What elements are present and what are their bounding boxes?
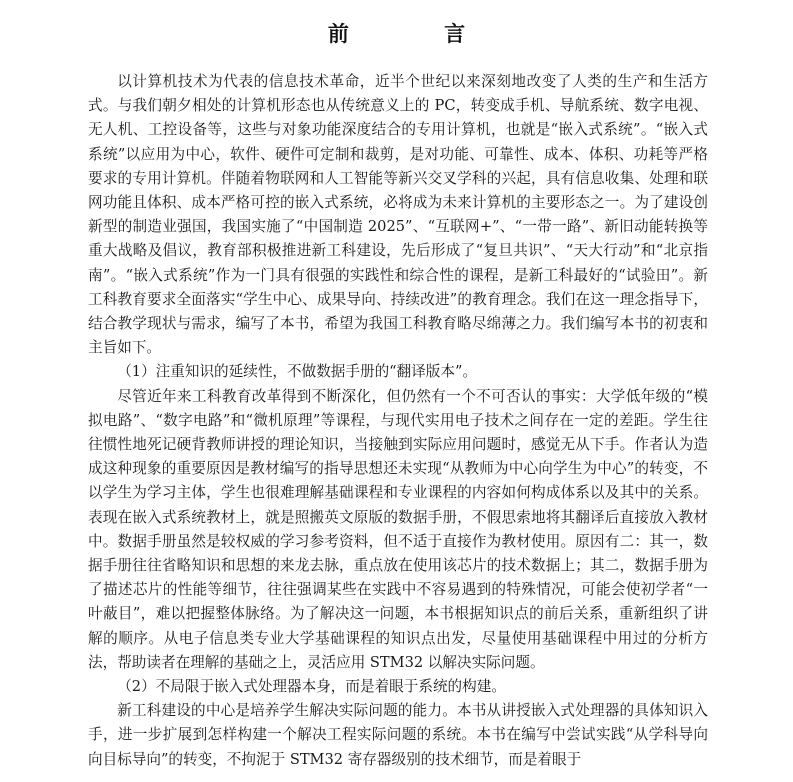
paragraph-intro: 以计算机技术为代表的信息技术革命，近半个世纪以来深刻地改变了人类的生产和生活方式。与我们朝夕相处的计算机形态也从传统意义上的 PC，转变成手机、导航系统、数字电视、无人机、工控设备等，这些与对象功能深度结合的专用计算机，也就是“嵌入式系统”。“嵌入式系统”以应用为中心，软件、硬件可定制和裁剪，是对功能、可靠性、成本、体积、功耗等严格要求的专用计算机。伴随着物联网和人工智能等新兴交叉学科的兴起，具有信息收集、处理和联网功能且体积、成本严格可控的嵌入式系统，必将成为未来计算机的主要形态之一。为了建设创新型的制造业强国，我国实施了“中国制造 2025”、“互联网+”、“一带一路”、新旧动能转换等重大战略及倡议，教育部积极推进新工科建设，先后形成了“复旦共识”、“天大行动”和“北京指南”。“嵌入式系统”作为一门具有很强的实践性和综合性的课程，是新工科最好的“试验田”。新工科教育要求全面落实“学生中心、成果导向、持续改进”的教育理念。我们在这一理念指导下，结合教学现状与需求，编写了本书，希望为我国工科教育略尽绵薄之力。我们编写本书的初衷和主旨如下。 (88, 73, 708, 357)
paragraph-point2-body: 新工科建设的中心是培养学生解决实际问题的能力。本书从讲授嵌入式处理器的具体知识入手，进一步扩展到怎样构建一个解决工程实际问题的系统。本书在编写中尝试实践“从学科导向向目标导向”的转变，不拘泥于 STM32 寄存器级别的技术细节，而是着眼于 (88, 702, 708, 768)
paragraph-point1-heading: （1）注重知识的延续性，不做数据手册的“翻译版本”。 (117, 363, 478, 381)
paragraph-point1-body: 尽管近年来工科教育改革得到不断深化，但仍然有一个不可否认的事实：大学低年级的“模拟电路”、“数字电路”和“微机原理”等课程，与现代实用电子技术之间存在一定的差距。学生往往惯性地死记硬背教师讲授的理论知识，当接触到实际应用问题时，感觉无从下手。作者认为造成这种现象的重要原因是教材编写的指导思想还未实现“从教师为中心向学生为中心”的转变，不以学生为学习主体，学生也很难理解基础课程和专业课程的内容如何构成体系以及其中的关系。表现在嵌入式系统教材上，就是照搬英文原版的数据手册，不假思索地将其翻译后直接放入教材中。数据手册虽然是较权威的学习参考资料，但不适于直接作为教材使用。原因有二：其一，数据手册往往省略知识和思想的来龙去脉，重点放在使用该芯片的技术数据上；其二，数据手册为了描述芯片的性能等细节，往往强调某些在实践中不容易遇到的特殊情况，可能会使初学者“一叶蔽目”，难以把握整体脉络。为了解决这一问题，本书根据知识点的前后关系，重新组织了讲解的顺序。从电子信息类专业大学基础课程的知识点出发，尽量使用基础课程中用过的分析方法，帮助读者在理解的基础之上，灵活应用 STM32 以解决实际问题。 (88, 387, 708, 671)
page-title: 前 言 (327, 22, 510, 46)
body-text (88, 70, 708, 772)
paragraph-point2-heading: （2）不局限于嵌入式处理器本身，而是着眼于系统的构建。 (117, 678, 506, 696)
